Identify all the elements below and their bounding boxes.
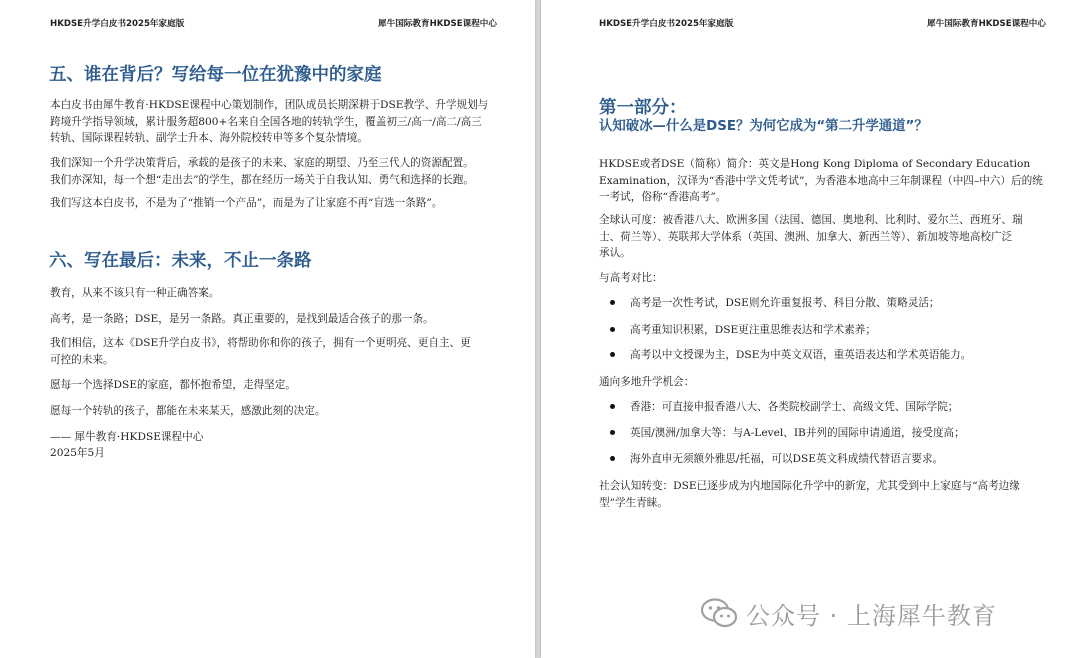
compare-label: 与高考对比：	[599, 272, 663, 284]
bullet-icon	[610, 430, 615, 435]
section6-paragraph-5: 愿每一个转轨的孩子，都能在未来某天，感激此刻的决定。	[50, 405, 326, 417]
path-item: 英国/澳洲/加拿大等：与A-Level、IB并列的国际申请通道，接受度高；	[630, 427, 965, 439]
watermark	[700, 596, 997, 630]
left-header-org: 犀牛国际教育HKDSE课程中心	[378, 19, 497, 29]
section6-paragraph-2: 高考，是一条路；DSE，是另一条路。真正重要的，是找到最适合孩子的那一条。	[50, 313, 434, 325]
part-title: 第一部分：	[599, 98, 687, 118]
section5-paragraph-3: 我们写这本白皮书，不是为了“推销一个产品”，而是为了让家庭不再“盲选一条路”。	[50, 197, 443, 209]
section5-paragraph-2: 我们深知一个升学决策背后，承载的是孩子的未来、家庭的期望、乃至三代人的资源配置。 我们亦深知，每一个想“走出去”的学生，都在经历一场关于自我认知、勇气和选择的长跑。	[50, 157, 474, 186]
left-header-title: HKDSE升学白皮书2025年家庭版	[50, 19, 185, 29]
bullet-icon	[610, 300, 615, 305]
bullet-icon	[610, 404, 615, 409]
compare-item: 高考是一次性考试，DSE则允许重复报考、科目分散、策略灵活；	[630, 297, 940, 309]
bullet-icon	[610, 352, 615, 357]
path-item: 海外直申无须额外雅思/托福，可以DSE英文科成绩代替语言要求。	[630, 453, 944, 465]
signature: —— 犀牛教育·HKDSE课程中心	[50, 431, 204, 443]
signature-date: 2025年5月	[50, 447, 105, 459]
path-item: 香港：可直接申报香港八大、各类院校副学士、高级文凭、国际学院；	[630, 401, 959, 413]
dse-intro: HKDSE或者DSE（简称）简介：英文是Hong Kong Diploma of Secondary Education Examination，汉译为“香港中学文凭考试”，为香港本地高中三年制课程（中四–中六）后的统 一考试，俗称“香港高考”。	[599, 158, 1043, 203]
compare-item: 高考以中文授课为主，DSE为中英文双语，重英语表达和学术英语能力。	[630, 349, 972, 361]
watermark-text: 公众号 · 上海犀牛教育	[746, 601, 997, 630]
right-header-org: 犀牛国际教育HKDSE课程中心	[927, 19, 1046, 29]
path-label: 通向多地升学机会：	[599, 376, 695, 388]
section6-paragraph-4: 愿每一个选择DSE的家庭，都怀抱希望，走得坚定。	[50, 379, 296, 391]
social-recognition: 社会认知转变：DSE已逐步成为内地国际化升学中的新宠，尤其受到中上家庭与“高考边缘 型”学生青睐。	[599, 480, 1020, 509]
right-page	[541, 0, 1080, 658]
global-recognition: 全球认可度：被香港八大、欧洲多国（法国、德国、奥地利、比利时、爱尔兰、西班牙、瑞 士、荷兰等）、英联邦大学体系（英国、澳洲、加拿大、新西兰等）、新加坡等地高校广泛 承认。	[599, 214, 1023, 259]
section6-paragraph-1: 教育，从来不该只有一种正确答案。	[50, 287, 220, 299]
bullet-icon	[610, 456, 615, 461]
section6-heading: 六、写在最后：未来，不止一条路	[49, 251, 312, 271]
section5-heading: 五、谁在背后？写给每一位在犹豫中的家庭	[49, 65, 382, 85]
right-header-title: HKDSE升学白皮书2025年家庭版	[599, 19, 734, 29]
wechat-icon	[700, 598, 738, 628]
bullet-icon	[610, 327, 615, 332]
section6-paragraph-3: 我们相信，这本《DSE升学白皮书》，将帮助你和你的孩子，拥有一个更明亮、更自主、更 可控的未来。	[50, 337, 471, 366]
left-page	[0, 0, 535, 658]
section5-paragraph-1: 本白皮书由犀牛教育·HKDSE课程中心策划制作，团队成员长期深耕于DSE教学、升学规划与 跨境升学指导领域，累计服务超800+名来自全国各地的转轨学生，覆盖初三/高一/高二/高三 转轨、国际课程转轨、副学士升本、海外院校转申等多个复杂情境。	[50, 99, 489, 144]
part-subtitle: 认知破冰—什么是DSE？为何它成为“第二升学通道”？	[599, 119, 928, 134]
compare-item: 高考重知识积累，DSE更注重思维表达和学术素养；	[630, 324, 876, 336]
